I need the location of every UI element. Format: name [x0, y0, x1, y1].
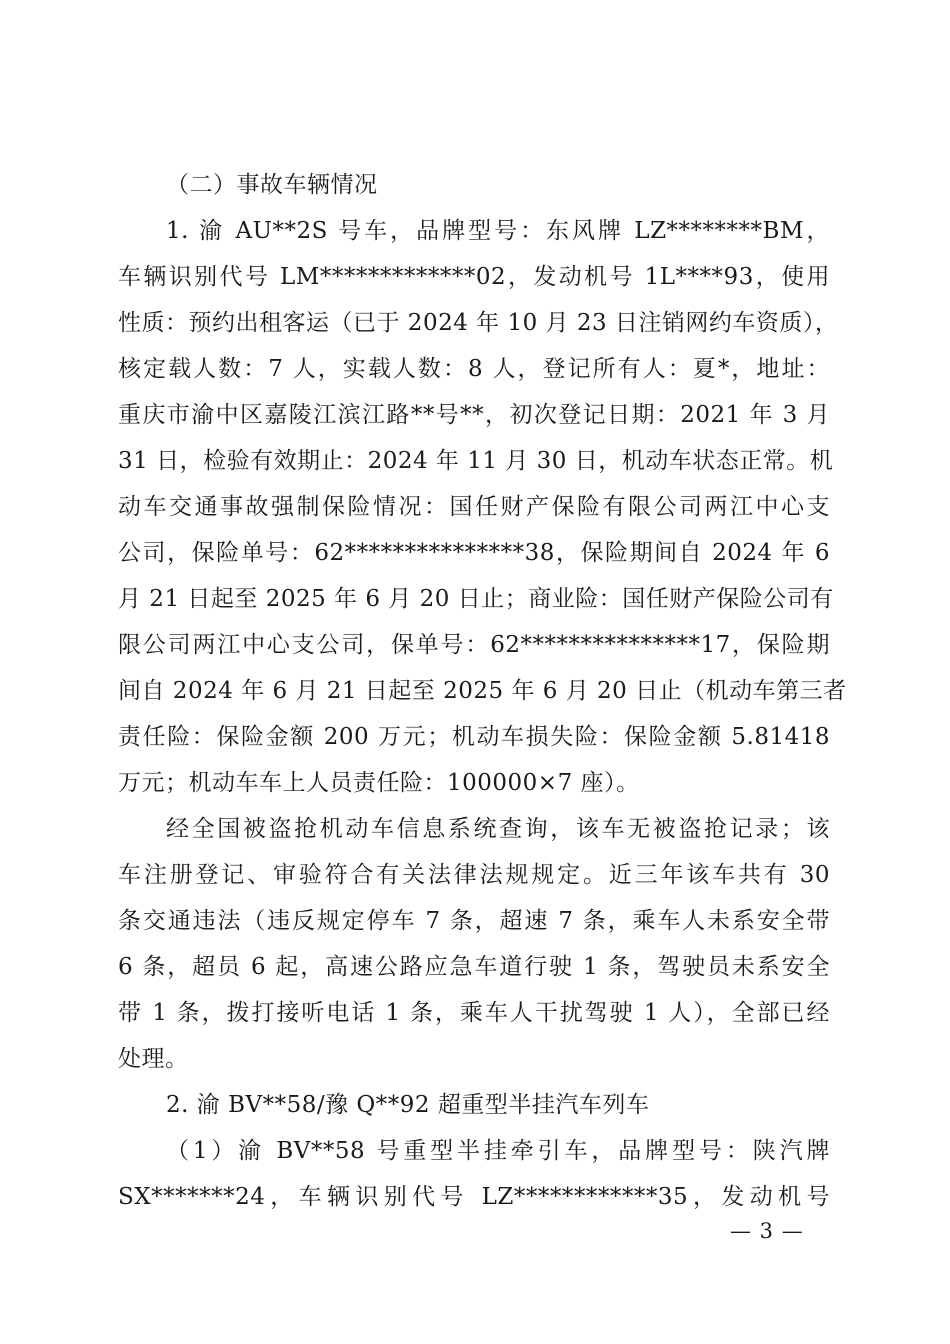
paragraph-line: 动车交通事故强制保险情况：国任财产保险有限公司两江中心支: [118, 494, 830, 520]
paragraph-line: 限公司两江中心支公司，保单号：62***************17，保险期: [118, 632, 830, 658]
paragraph-line: （1）渝 BV**58 号重型半挂牵引车，品牌型号：陕汽牌: [166, 1138, 830, 1164]
paragraph-line: 31 日，检验有效期止：2024 年 11 月 30 日，机动车状态正常。机: [118, 448, 834, 474]
paragraph-line: 间自 2024 年 6 月 21 日起至 2025 年 6 月 20 日止（机动车第三者: [118, 678, 847, 704]
paragraph-line: SX*******24，车辆识别代号 LZ************35，发动机号: [118, 1184, 830, 1210]
paragraph-line: 经全国被盗抢机动车信息系统查询，该车无被盗抢记录；该: [166, 816, 830, 842]
paragraph-line: 万元；机动车车上人员责任险：100000×7 座）。: [118, 770, 640, 796]
paragraph-line: 重庆市渝中区嘉陵江滨江路**号**，初次登记日期：2021 年 3 月: [118, 402, 830, 428]
paragraph-line: 公司，保险单号：62***************38，保险期间自 2024 年 6: [118, 540, 830, 566]
paragraph-line: 处理。: [118, 1046, 189, 1072]
paragraph-line: 责任险：保险金额 200 万元；机动车损失险：保险金额 5.81418: [118, 724, 830, 750]
paragraph-line: 核定载人数：7 人，实载人数：8 人，登记所有人：夏*，地址：: [118, 356, 830, 382]
paragraph-line: 车辆识别代号 LM*************02，发动机号 1L****93，使用: [118, 264, 830, 290]
paragraph-line: 带 1 条，拨打接听电话 1 条，乘车人干扰驾驶 1 人），全部已经: [118, 1000, 830, 1026]
paragraph-line: 月 21 日起至 2025 年 6 月 20 日止；商业险：国任财产保险公司有: [118, 586, 834, 612]
paragraph-line: 1. 渝 AU**2S 号车，品牌型号：东风牌 LZ********BM，: [166, 218, 830, 244]
paragraph-line: 条交通违法（违反规定停车 7 条，超速 7 条，乘车人未系安全带: [118, 908, 830, 934]
paragraph-line: 性质：预约出租客运（已于 2024 年 10 月 23 日注销网约车资质），: [118, 310, 839, 336]
page-number: — 3 —: [730, 1219, 804, 1243]
paragraph-line: 车注册登记、审验符合有关法律法规规定。近三年该车共有 30: [118, 862, 830, 888]
paragraph-line: 6 条，超员 6 起，高速公路应急车道行驶 1 条，驾驶员未系安全: [118, 954, 830, 980]
section-heading: （二）事故车辆情况: [166, 172, 378, 198]
subsection-heading: 2. 渝 BV**58/豫 Q**92 超重型半挂汽车列车: [166, 1092, 650, 1118]
